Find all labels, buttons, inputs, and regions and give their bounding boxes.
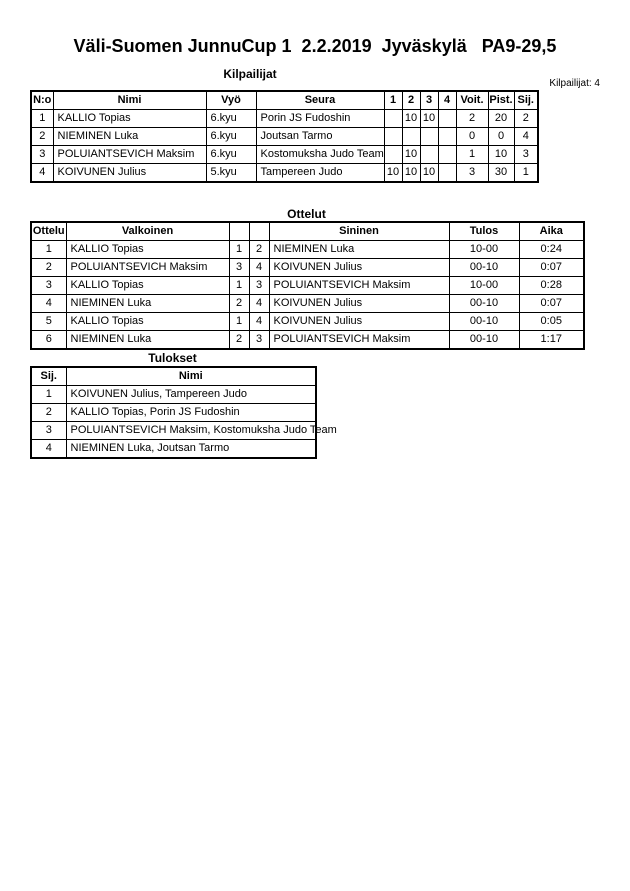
cell-blue-no: 2 <box>249 241 269 259</box>
cell-match-no: 4 <box>31 295 66 313</box>
cell-club: Tampereen Judo <box>256 164 384 183</box>
cell-club: Joutsan Tarmo <box>256 128 384 146</box>
cell-score-2 <box>402 128 420 146</box>
col-blue: Sininen <box>269 222 449 241</box>
cell-time: 0:07 <box>519 295 584 313</box>
match-row <box>31 313 584 331</box>
cell-blue-name: POLUIANTSEVICH Maksim <box>269 277 449 295</box>
cell-score-4 <box>438 110 456 128</box>
col-match: Ottelu <box>31 222 66 241</box>
cell-time: 0:24 <box>519 241 584 259</box>
competitor-row <box>31 164 538 183</box>
cell-blue-no: 3 <box>249 331 269 350</box>
cell-no: 3 <box>31 146 53 164</box>
match-row <box>31 331 584 350</box>
cell-name: POLUIANTSEVICH Maksim <box>53 146 206 164</box>
cell-wins: 2 <box>456 110 488 128</box>
cell-blue-no: 4 <box>249 259 269 277</box>
cell-score-1 <box>384 146 402 164</box>
cell-result: 10-00 <box>449 277 519 295</box>
cell-match-no: 3 <box>31 277 66 295</box>
cell-score-4 <box>438 128 456 146</box>
cell-place: 3 <box>31 422 66 440</box>
cell-match-no: 2 <box>31 259 66 277</box>
cell-score-2: 10 <box>402 146 420 164</box>
cell-blue-name: KOIVUNEN Julius <box>269 259 449 277</box>
cell-points: 0 <box>488 128 514 146</box>
cell-white-no: 1 <box>229 241 249 259</box>
cell-score-2: 10 <box>402 164 420 183</box>
cell-blue-name: POLUIANTSEVICH Maksim <box>269 331 449 350</box>
col-opponent-2: 2 <box>402 91 420 110</box>
col-points: Pist. <box>488 91 514 110</box>
competitors-header-row <box>31 91 538 110</box>
match-row <box>31 259 584 277</box>
cell-no: 2 <box>31 128 53 146</box>
col-place: Sij. <box>31 367 66 386</box>
cell-place: 2 <box>514 110 538 128</box>
cell-no: 1 <box>31 110 53 128</box>
cell-white-no: 2 <box>229 295 249 313</box>
cell-wins: 0 <box>456 128 488 146</box>
cell-score-2: 10 <box>402 110 420 128</box>
cell-white-no: 3 <box>229 259 249 277</box>
cell-name: KOIVUNEN Julius, Tampereen Judo <box>66 386 316 404</box>
cell-name: KALLIO Topias <box>53 110 206 128</box>
match-row <box>31 277 584 295</box>
col-no: N:o <box>31 91 53 110</box>
cell-blue-no: 3 <box>249 277 269 295</box>
cell-points: 20 <box>488 110 514 128</box>
result-row <box>31 386 316 404</box>
cell-place: 3 <box>514 146 538 164</box>
col-belt: Vyö <box>206 91 256 110</box>
cell-white-no: 1 <box>229 277 249 295</box>
cell-club: Porin JS Fudoshin <box>256 110 384 128</box>
cell-score-1 <box>384 110 402 128</box>
competitors-section-title: Kilpailijat <box>223 67 277 81</box>
page-title: Väli-Suomen JunnuCup 1 2.2.2019 Jyväskylä PA9-29,5 <box>73 36 557 56</box>
result-row <box>31 440 316 459</box>
cell-wins: 1 <box>456 146 488 164</box>
col-blue-no <box>249 222 269 241</box>
col-name: Nimi <box>53 91 206 110</box>
cell-points: 10 <box>488 146 514 164</box>
competitor-row <box>31 110 538 128</box>
cell-name: KALLIO Topias, Porin JS Fudoshin <box>66 404 316 422</box>
cell-place: 1 <box>31 386 66 404</box>
col-white-no <box>229 222 249 241</box>
cell-result: 00-10 <box>449 331 519 350</box>
cell-white-name: NIEMINEN Luka <box>66 331 229 350</box>
cell-white-name: KALLIO Topias <box>66 241 229 259</box>
cell-match-no: 6 <box>31 331 66 350</box>
cell-blue-no: 4 <box>249 295 269 313</box>
cell-name: POLUIANTSEVICH Maksim, Kostomuksha Judo Team <box>66 422 316 440</box>
cell-result: 00-10 <box>449 259 519 277</box>
cell-score-3 <box>420 128 438 146</box>
cell-name: NIEMINEN Luka, Joutsan Tarmo <box>66 440 316 459</box>
cell-place: 1 <box>514 164 538 183</box>
results-header-row <box>31 367 316 386</box>
cell-score-3: 10 <box>420 110 438 128</box>
col-time: Aika <box>519 222 584 241</box>
col-place: Sij. <box>514 91 538 110</box>
cell-time: 1:17 <box>519 331 584 350</box>
cell-points: 30 <box>488 164 514 183</box>
cell-time: 0:28 <box>519 277 584 295</box>
cell-blue-name: KOIVUNEN Julius <box>269 313 449 331</box>
competitor-row <box>31 128 538 146</box>
cell-score-1: 10 <box>384 164 402 183</box>
cell-place: 4 <box>31 440 66 459</box>
cell-belt: 6.kyu <box>206 146 256 164</box>
matches-header-row <box>31 222 584 241</box>
matches-section-title: Ottelut <box>287 207 326 221</box>
cell-place: 2 <box>31 404 66 422</box>
cell-belt: 5.kyu <box>206 164 256 183</box>
cell-white-name: KALLIO Topias <box>66 313 229 331</box>
cell-match-no: 5 <box>31 313 66 331</box>
competitors-count-label: Kilpailijat: 4 <box>549 78 600 89</box>
col-club: Seura <box>256 91 384 110</box>
cell-white-name: POLUIANTSEVICH Maksim <box>66 259 229 277</box>
cell-score-3: 10 <box>420 164 438 183</box>
competitor-row <box>31 146 538 164</box>
cell-place: 4 <box>514 128 538 146</box>
col-wins: Voit. <box>456 91 488 110</box>
results-table <box>30 366 337 459</box>
cell-white-no: 1 <box>229 313 249 331</box>
competitors-table <box>30 90 539 183</box>
cell-blue-name: NIEMINEN Luka <box>269 241 449 259</box>
cell-score-1 <box>384 128 402 146</box>
cell-match-no: 1 <box>31 241 66 259</box>
cell-wins: 3 <box>456 164 488 183</box>
cell-time: 0:05 <box>519 313 584 331</box>
match-row <box>31 295 584 313</box>
col-white: Valkoinen <box>66 222 229 241</box>
cell-time: 0:07 <box>519 259 584 277</box>
cell-white-name: NIEMINEN Luka <box>66 295 229 313</box>
cell-white-no: 2 <box>229 331 249 350</box>
col-result: Tulos <box>449 222 519 241</box>
cell-blue-name: KOIVUNEN Julius <box>269 295 449 313</box>
cell-name: KOIVUNEN Julius <box>53 164 206 183</box>
cell-belt: 6.kyu <box>206 110 256 128</box>
cell-result: 00-10 <box>449 295 519 313</box>
cell-club: Kostomuksha Judo Team <box>256 146 384 164</box>
match-row <box>31 241 584 259</box>
result-row <box>31 404 316 422</box>
cell-score-4 <box>438 164 456 183</box>
cell-belt: 6.kyu <box>206 128 256 146</box>
cell-result: 00-10 <box>449 313 519 331</box>
cell-no: 4 <box>31 164 53 183</box>
cell-white-name: KALLIO Topias <box>66 277 229 295</box>
result-row <box>31 422 316 440</box>
col-opponent-4: 4 <box>438 91 456 110</box>
cell-result: 10-00 <box>449 241 519 259</box>
col-opponent-3: 3 <box>420 91 438 110</box>
cell-score-3 <box>420 146 438 164</box>
cell-score-4 <box>438 146 456 164</box>
results-section-title: Tulokset <box>148 351 197 365</box>
col-name: Nimi <box>66 367 316 386</box>
matches-table <box>30 221 585 350</box>
col-opponent-1: 1 <box>384 91 402 110</box>
cell-blue-no: 4 <box>249 313 269 331</box>
cell-name: NIEMINEN Luka <box>53 128 206 146</box>
